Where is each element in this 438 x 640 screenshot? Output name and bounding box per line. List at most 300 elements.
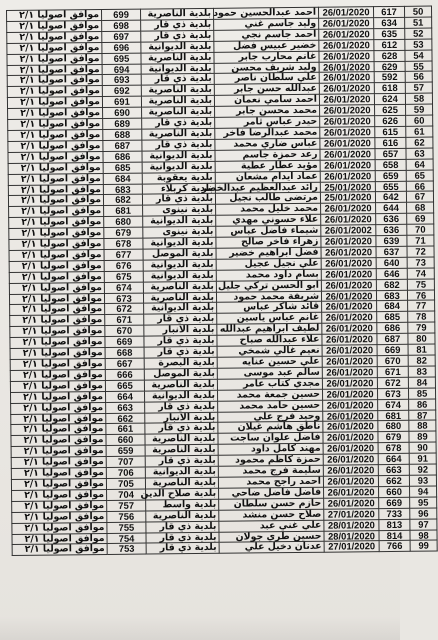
name-cell: فضل ابراهيم خضير [216, 247, 321, 259]
municipality-cell: بلدية ذي قار [146, 543, 219, 555]
number-cell: 660 [379, 486, 410, 497]
number-cell: 662 [378, 475, 409, 486]
municipality-cell: بلدية ذي قار [142, 194, 215, 206]
name-cell: فاضل فاضل ضاحي [219, 487, 324, 499]
municipality-cell: بلدية صلاح الدين [146, 488, 219, 500]
municipality-cell: بلدية ذي قار [141, 19, 214, 31]
status-cell: موافق اصوليا ٢/١ [7, 64, 102, 76]
code-cell: 705 [106, 478, 145, 489]
sequence-cell: 61 [406, 126, 433, 137]
status-cell: موافق اصوليا ٢/١ [7, 97, 102, 109]
number-cell: 684 [377, 301, 408, 312]
date-cell: 26/01/2020 [323, 443, 378, 454]
number-cell: 655 [375, 181, 406, 192]
code-cell: 670 [105, 325, 144, 336]
municipality-cell: بلدية ذي قار [145, 423, 218, 435]
code-cell: 707 [106, 456, 145, 467]
code-cell: 659 [106, 445, 145, 456]
code-cell: 665 [105, 380, 144, 391]
name-cell: لطيف ابراهيم عبدالله [217, 323, 322, 335]
sequence-cell: 93 [409, 475, 436, 486]
date-cell: 26/01/2002 [321, 225, 376, 236]
code-cell: 692 [102, 85, 141, 96]
status-cell: موافق اصوليا ٢/١ [8, 184, 103, 196]
status-cell: موافق اصوليا ٢/١ [9, 293, 104, 305]
code-cell: 663 [106, 402, 145, 413]
municipality-cell: بلدية الديوانية [145, 466, 218, 478]
municipality-cell: بلدية نينوى [143, 205, 216, 217]
name-cell: سليمة فرج محمد [218, 465, 323, 477]
name-cell: خضير عبيس فضل [214, 40, 319, 52]
status-cell: موافق اصوليا ٢/١ [11, 457, 106, 469]
sequence-cell: 65 [406, 170, 433, 181]
date-cell: 27/01/2020 [324, 508, 379, 519]
status-cell: موافق اصوليا ٢/١ [11, 402, 106, 414]
municipality-cell: بلدية الديوانية [141, 63, 214, 75]
name-cell: عدنان دخيل علي [219, 542, 324, 554]
code-cell: 695 [102, 53, 141, 64]
code-cell: 678 [104, 238, 143, 249]
date-cell: 26/01/2020 [319, 94, 374, 105]
name-cell: عماد ايدام مشعان [215, 171, 320, 183]
date-cell: 26/01/2020 [323, 432, 378, 443]
name-cell: وليد شريف محسن [214, 62, 319, 74]
sequence-cell: 58 [405, 93, 432, 104]
date-cell: 26/01/2020 [319, 61, 374, 72]
date-cell: 26/01/2020 [322, 367, 377, 378]
status-cell: موافق اصوليا ٢/١ [7, 31, 102, 43]
name-cell: شيماء فاضل عباس [216, 225, 321, 237]
sequence-cell: 55 [405, 61, 432, 72]
code-cell: 666 [105, 369, 144, 380]
code-cell: 697 [102, 31, 141, 42]
status-cell: موافق اصوليا ٢/١ [12, 511, 107, 523]
sequence-cell: 87 [409, 410, 436, 421]
status-cell: موافق اصوليا ٢/١ [8, 195, 103, 207]
code-cell: 669 [105, 336, 144, 347]
name-cell: علي حسين عنايه [217, 356, 322, 368]
code-cell: 686 [103, 151, 142, 162]
municipality-cell: بلدية ذي قار [142, 117, 215, 129]
date-cell: 25/01/2020 [320, 181, 375, 192]
municipality-cell: بلدية الديوانية [143, 259, 216, 271]
name-cell: ابو الحسن تركي جليل [216, 280, 321, 292]
status-cell: موافق اصوليا ٢/١ [11, 424, 106, 436]
sequence-cell: 89 [409, 431, 436, 442]
municipality-cell: بلدية ذي قار [145, 401, 218, 413]
date-cell: 26/01/2020 [320, 116, 375, 127]
number-cell: 683 [376, 290, 407, 301]
number-cell: 639 [376, 235, 407, 246]
number-cell: 626 [375, 115, 406, 126]
code-cell: 681 [104, 205, 143, 216]
sequence-cell: 94 [410, 486, 437, 497]
status-cell: موافق اصوليا ٢/١ [11, 391, 106, 403]
municipality-cell: بلدية ذي قار [145, 455, 218, 467]
date-cell: 26/01/2020 [319, 18, 374, 29]
number-cell: 680 [378, 421, 409, 432]
municipality-cell: بلدية الديوانية [144, 303, 217, 315]
date-cell: 26/01/2020 [321, 247, 376, 258]
status-cell: موافق اصوليا ٢/١ [7, 42, 102, 54]
number-cell: 659 [375, 170, 406, 181]
code-cell: 687 [103, 140, 142, 151]
status-cell: موافق اصوليا ٢/١ [7, 9, 102, 21]
date-cell: 26/01/2020 [319, 83, 374, 94]
sequence-cell: 69 [407, 213, 434, 224]
page-shadow [0, 616, 400, 640]
municipality-cell: بلدية الديوانية [142, 161, 215, 173]
name-cell: سالم عبد موسى [217, 367, 322, 379]
status-cell: موافق اصوليا ٢/١ [7, 53, 102, 65]
sequence-cell: 84 [408, 377, 435, 388]
sequence-cell: 99 [410, 540, 437, 551]
date-cell: 26/01/2020 [324, 497, 379, 508]
date-cell: 26/01/2020 [322, 377, 377, 388]
number-cell: 686 [377, 323, 408, 334]
code-cell: 677 [104, 249, 143, 260]
code-cell: 690 [103, 107, 142, 118]
number-cell: 814 [379, 530, 410, 541]
name-cell: محمد خليل محمد [216, 204, 321, 216]
sequence-cell: 91 [409, 453, 436, 464]
municipality-cell: بلدية يعقوبة [142, 172, 215, 184]
name-cell: وليد جاسم غني [214, 18, 319, 30]
name-cell: مهند كامل داود [218, 443, 323, 455]
municipality-cell: بلدية الناصرية [143, 281, 216, 293]
status-cell: موافق اصوليا ٢/١ [12, 533, 107, 545]
number-cell: 629 [374, 61, 405, 72]
number-cell: 670 [377, 355, 408, 366]
date-cell: 26/01/2020 [322, 301, 377, 312]
name-cell: علي نجيل عجيل [216, 258, 321, 270]
number-cell: 657 [375, 148, 406, 159]
date-cell: 26/01/2020 [320, 148, 375, 159]
approval-table [6, 6, 438, 557]
status-cell: موافق اصوليا ٢/١ [9, 260, 104, 272]
status-cell: موافق اصوليا ٢/١ [8, 151, 103, 163]
status-cell: موافق اصوليا ٢/١ [7, 86, 102, 98]
number-cell: 672 [377, 377, 408, 388]
date-cell: 26/01/2020 [322, 312, 377, 323]
sequence-cell: 52 [405, 28, 432, 39]
status-cell: موافق اصوليا ٢/١ [10, 304, 105, 316]
name-cell: رعد حمزة جاسم [215, 149, 320, 161]
name-cell: عباس ضاري محمد [215, 138, 320, 150]
status-cell: موافق اصوليا ٢/١ [10, 337, 105, 349]
sequence-cell: 57 [405, 82, 432, 93]
status-cell: موافق اصوليا ٢/١ [10, 315, 105, 327]
sequence-cell: 81 [408, 344, 435, 355]
code-cell: 679 [104, 227, 143, 238]
code-cell: 673 [104, 293, 143, 304]
table-row [12, 540, 437, 555]
date-cell: 26/01/2020 [323, 465, 378, 476]
sequence-cell: 64 [406, 159, 433, 170]
code-cell: 682 [103, 194, 142, 205]
date-cell: 26/01/2020 [321, 236, 376, 247]
status-cell: موافق اصوليا ٢/١ [12, 522, 107, 534]
name-cell: حمزة كاظم محمود [218, 454, 323, 466]
code-cell: 756 [107, 511, 146, 522]
code-cell: 754 [107, 533, 146, 544]
number-cell: 624 [374, 94, 405, 105]
sequence-cell: 51 [405, 17, 432, 28]
name-cell: نعيم غالي شمخي [217, 345, 322, 357]
date-cell: 26/01/2020 [319, 50, 374, 61]
name-cell: شريفة محمد حمود [216, 291, 321, 303]
number-cell: 669 [379, 497, 410, 508]
sequence-cell: 66 [406, 181, 433, 192]
date-cell: 26/01/2020 [322, 388, 377, 399]
municipality-cell: بلدية الناصرية [145, 434, 218, 446]
municipality-cell: بلدية ذي قار [142, 139, 215, 151]
sequence-cell: 74 [407, 268, 434, 279]
date-cell: 28/01/2020 [324, 519, 379, 530]
name-cell: غانم محارب جابر [214, 51, 319, 63]
date-cell: 26/01/2020 [323, 399, 378, 410]
date-cell: 26/01/2020 [322, 356, 377, 367]
name-cell: احمد سامي نعمان [214, 94, 319, 106]
status-cell: موافق اصوليا ٢/١ [8, 173, 103, 185]
sequence-cell: 86 [409, 399, 436, 410]
name-cell: محمد عبدالرضا فاخر [215, 127, 320, 139]
number-cell: 628 [374, 50, 405, 61]
name-cell: مجدي كتاب عامر [217, 378, 322, 390]
date-cell: 25/01/2020 [320, 192, 375, 203]
name-cell: حسين طري جولان [219, 531, 324, 543]
date-cell: 26/01/2020 [320, 127, 375, 138]
municipality-cell: بلدية الناصرية [141, 85, 214, 97]
status-cell: موافق اصوليا ٢/١ [10, 369, 105, 381]
sequence-cell: 56 [405, 71, 432, 82]
code-cell: 672 [105, 304, 144, 315]
municipality-cell: بلدية الديوانية [143, 237, 216, 249]
date-cell: 28/01/2020 [324, 530, 379, 541]
number-cell: 673 [377, 388, 408, 399]
municipality-cell: بلدية ذي قار [141, 74, 214, 86]
name-cell: علي غني عبد [219, 520, 324, 532]
sequence-cell: 88 [409, 420, 436, 431]
code-cell: 699 [102, 9, 141, 20]
number-cell: 681 [378, 410, 409, 421]
number-cell: 674 [378, 399, 409, 410]
name-cell: عبدالله حسن جابر [214, 84, 319, 96]
sequence-cell: 75 [407, 279, 434, 290]
sequence-cell: 77 [408, 300, 435, 311]
status-cell: موافق اصوليا ٢/١ [8, 119, 103, 131]
sequence-cell: 76 [407, 290, 434, 301]
sequence-cell: 68 [407, 202, 434, 213]
name-cell: حازم حسن سلطان [219, 498, 324, 510]
number-cell: 612 [374, 39, 405, 50]
municipality-cell: بلدية ذي قار [144, 314, 217, 326]
status-cell: موافق اصوليا ٢/١ [7, 75, 102, 87]
municipality-cell: بلدية الناصرية [142, 128, 215, 140]
sequence-cell: 71 [407, 235, 434, 246]
number-cell: 664 [378, 453, 409, 464]
code-cell: 675 [104, 271, 143, 282]
name-cell: حيدر عباس ثامر [215, 116, 320, 128]
date-cell: 26/01/2020 [318, 7, 373, 18]
name-cell: علاء حسوني مهدي [216, 214, 321, 226]
status-cell: موافق اصوليا ٢/١ [9, 228, 104, 240]
date-cell: 26/01/2020 [324, 487, 379, 498]
municipality-cell: بلدية الموصل [143, 248, 216, 260]
name-cell: وحيد فرج علي [218, 411, 323, 423]
status-cell: موافق اصوليا ٢/١ [11, 413, 106, 425]
municipality-cell: بلدية الديوانية [143, 216, 216, 228]
sequence-cell: 54 [405, 50, 432, 61]
number-cell: 636 [376, 224, 407, 235]
municipality-cell: بلدية ذي قار [144, 346, 217, 358]
sequence-cell: 50 [404, 6, 431, 17]
sequence-cell: 82 [408, 355, 435, 366]
municipality-cell: بلدية كربلاء [142, 183, 215, 195]
date-cell: 26/01/2020 [323, 454, 378, 465]
name-cell: حسين جمعة محمد [217, 389, 322, 401]
number-cell: 685 [377, 312, 408, 323]
sequence-cell: 72 [407, 246, 434, 257]
number-cell: 625 [375, 104, 406, 115]
date-cell: 26/01/2020 [323, 476, 378, 487]
municipality-cell: بلدية ذي قار [144, 335, 217, 347]
municipality-cell: بلدية الناصرية [143, 292, 216, 304]
number-cell: 813 [379, 519, 410, 530]
municipality-cell: بلدية ذي قار [146, 521, 219, 533]
municipality-cell: بلدية ذي قار [141, 30, 214, 42]
municipality-cell: بلدية الناصرية [142, 106, 215, 118]
status-cell: موافق اصوليا ٢/١ [11, 478, 106, 490]
status-cell: موافق اصوليا ٢/١ [12, 489, 107, 501]
code-cell: 664 [105, 391, 144, 402]
status-cell: موافق اصوليا ٢/١ [12, 500, 107, 512]
number-cell: 616 [375, 137, 406, 148]
code-cell: 685 [103, 162, 142, 173]
number-cell: 640 [376, 257, 407, 268]
name-cell: علي سلطان ناصر [214, 73, 319, 85]
code-cell: 660 [106, 434, 145, 445]
code-cell: 667 [105, 358, 144, 369]
code-cell: 753 [107, 543, 146, 554]
name-cell: محمد محسن جابر [215, 105, 320, 117]
date-cell: 26/01/2020 [321, 203, 376, 214]
sequence-cell: 95 [410, 497, 437, 508]
date-cell: 26/01/2020 [322, 323, 377, 334]
number-cell: 766 [379, 541, 410, 552]
status-cell: موافق اصوليا ٢/١ [8, 129, 103, 141]
code-cell: 696 [102, 42, 141, 53]
status-cell: موافق اصوليا ٢/١ [10, 358, 105, 370]
sequence-cell: 79 [408, 322, 435, 333]
code-cell: 668 [105, 347, 144, 358]
municipality-cell: بلدية الانبار [144, 325, 217, 337]
status-cell: موافق اصوليا ٢/١ [9, 282, 104, 294]
sequence-cell: 63 [406, 148, 433, 159]
municipality-cell: بلدية الديوانية [143, 270, 216, 282]
number-cell: 634 [374, 17, 405, 28]
status-cell: موافق اصوليا ٢/١ [11, 468, 106, 480]
sequence-cell: 62 [406, 137, 433, 148]
number-cell: 615 [375, 126, 406, 137]
date-cell: 26/01/2020 [322, 345, 377, 356]
table-body [7, 6, 438, 556]
name-cell: ناطق هاشم غيلان [218, 422, 323, 434]
code-cell: 689 [103, 118, 142, 129]
number-cell: 687 [377, 333, 408, 344]
sequence-cell: 92 [409, 464, 436, 475]
municipality-cell: بلدية الديوانية [144, 390, 217, 402]
municipality-cell: بلدية الديوانية [141, 41, 214, 53]
date-cell: 26/01/2020 [323, 421, 378, 432]
date-cell: 26/01/2020 [319, 72, 374, 83]
status-cell: موافق اصوليا ٢/١ [9, 206, 104, 218]
date-cell: 26/01/2020 [321, 279, 376, 290]
status-cell: موافق اصوليا ٢/١ [9, 239, 104, 251]
name-cell: فاضل علوان ساجت [218, 433, 323, 445]
status-cell: موافق اصوليا ٢/١ [12, 544, 107, 556]
date-cell: 26/01/2020 [320, 105, 375, 116]
municipality-cell: بلدية ذي قار [146, 532, 219, 544]
code-cell: 706 [106, 467, 145, 478]
sequence-cell: 73 [407, 257, 434, 268]
status-cell: موافق اصوليا ٢/١ [11, 435, 106, 447]
status-cell: موافق اصوليا ٢/١ [8, 108, 103, 120]
municipality-cell: بلدية الديوانية [142, 150, 215, 162]
municipality-cell: بلدية نينوى [143, 226, 216, 238]
code-cell: 693 [102, 75, 141, 86]
status-cell: موافق اصوليا ٢/١ [10, 326, 105, 338]
number-cell: 618 [374, 83, 405, 94]
code-cell: 704 [107, 489, 146, 500]
municipality-cell: بلدية الموصل [144, 368, 217, 380]
status-cell: موافق اصوليا ٢/١ [10, 380, 105, 392]
municipality-cell: بلدية الناصرية [140, 8, 213, 20]
number-cell: 663 [378, 464, 409, 475]
date-cell: 26/01/2020 [320, 170, 375, 181]
sequence-cell: 96 [410, 508, 437, 519]
status-cell: موافق اصوليا ٢/١ [9, 249, 104, 261]
code-cell: 676 [104, 260, 143, 271]
number-cell: 636 [376, 214, 407, 225]
date-cell: 26/01/2020 [319, 28, 374, 39]
code-cell: 755 [107, 522, 146, 533]
sequence-cell: 70 [407, 224, 434, 235]
date-cell: 26/01/2020 [323, 410, 378, 421]
name-cell: صلاح حسن منشد [219, 509, 324, 521]
municipality-cell: بلدية الناصرية [144, 379, 217, 391]
code-cell: 757 [107, 500, 146, 511]
name-cell: بسام داود محمد [216, 269, 321, 281]
sequence-cell: 85 [408, 388, 435, 399]
status-cell: موافق اصوليا ٢/١ [7, 20, 102, 32]
sequence-cell: 53 [405, 39, 432, 50]
name-cell: قائد شاكر عباس [217, 302, 322, 314]
code-cell: 688 [103, 129, 142, 140]
name-cell: احمد عبدالحسين حمود [213, 7, 318, 19]
number-cell: 617 [373, 6, 404, 17]
number-cell: 642 [375, 192, 406, 203]
sequence-cell: 80 [408, 333, 435, 344]
sequence-cell: 97 [410, 519, 437, 530]
status-cell: موافق اصوليا ٢/١ [8, 140, 103, 152]
number-cell: 679 [378, 432, 409, 443]
name-cell: زهراء فاخر صالح [216, 236, 321, 248]
number-cell: 678 [378, 443, 409, 454]
code-cell: 683 [103, 184, 142, 195]
number-cell: 646 [376, 268, 407, 279]
number-cell: 658 [375, 159, 406, 170]
